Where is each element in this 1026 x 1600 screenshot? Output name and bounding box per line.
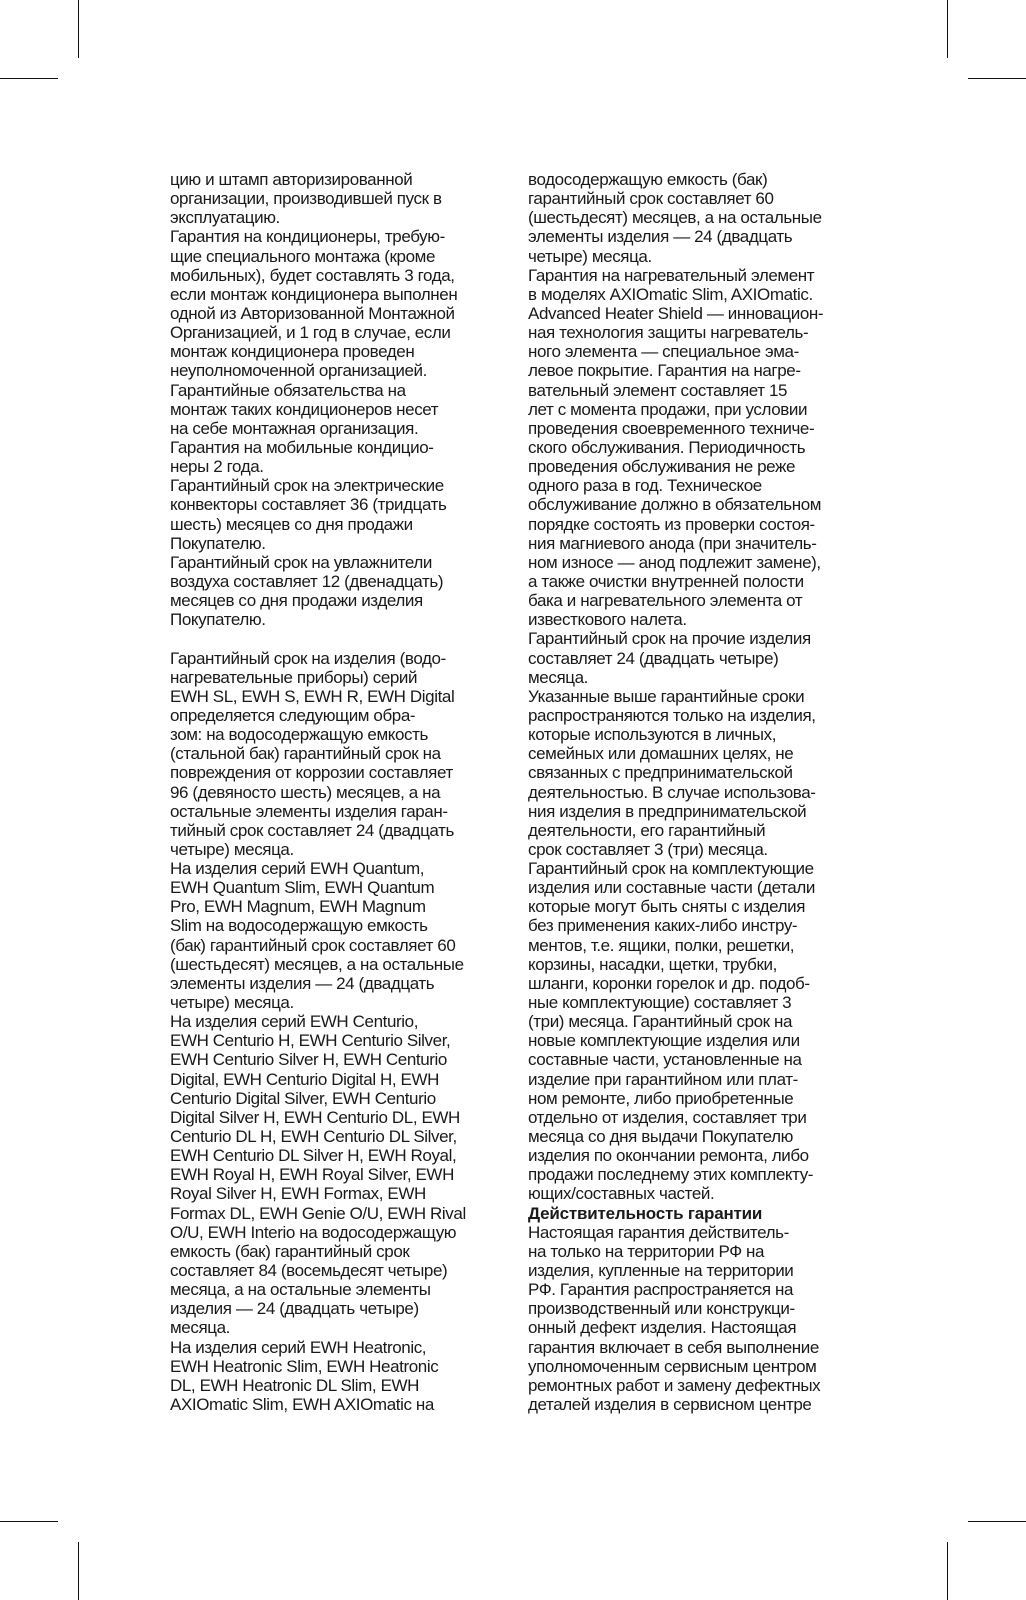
text-line: шланги, коронки горелок и др. подоб- bbox=[528, 973, 810, 993]
text-line: онный дефект изделия. Настоящая bbox=[528, 1318, 797, 1338]
text-line: одной из Авторизованной Монтажной bbox=[170, 303, 455, 323]
left-text-column bbox=[170, 170, 500, 1414]
text-line: (шестьдесят) месяцев, а на остальные bbox=[528, 208, 822, 228]
text-line: ном износе — анод подлежит замене), bbox=[528, 552, 821, 572]
text-line: ского обслуживания. Периодичность bbox=[528, 437, 806, 457]
text-line: Formax DL, EWH Genie O/U, EWH Rival bbox=[170, 1203, 466, 1223]
right-text-column bbox=[528, 170, 858, 1414]
text-line: Pro, EWH Magnum, EWH Magnum bbox=[170, 897, 426, 917]
text-line: Покупателю. bbox=[170, 533, 266, 553]
text-line: проведения своевременного техниче- bbox=[528, 418, 815, 438]
text-line: Гарантия на мобильные кондицио- bbox=[170, 437, 434, 457]
text-line: Royal Silver H, EWH Formax, EWH bbox=[170, 1184, 426, 1204]
text-line: Покупателю. bbox=[170, 610, 266, 630]
text-line: составляет 84 (восемьдесят четыре) bbox=[170, 1261, 448, 1281]
text-line: ремонтных работ и замену дефектных bbox=[528, 1375, 821, 1395]
text-line: четыре) месяца. bbox=[528, 246, 652, 266]
text-line: на себе монтажная организация. bbox=[170, 418, 419, 438]
text-line: (бак) гарантийный срок составляет 60 bbox=[170, 935, 456, 955]
text-line: четыре) месяца. bbox=[170, 993, 294, 1013]
text-line: проведения обслуживания не реже bbox=[528, 457, 796, 477]
text-line: тийный срок составляет 24 (двадцать bbox=[170, 820, 454, 840]
text-line: нагревательные приборы) серий bbox=[170, 667, 418, 687]
text-line: порядке состоять из проверки состоя- bbox=[528, 514, 815, 534]
text-line: гарантия включает в себя выполнение bbox=[528, 1337, 819, 1357]
text-line: месяцев со дня продажи изделия bbox=[170, 591, 423, 611]
text-line: Организацией, и 1 год в случае, если bbox=[170, 323, 451, 343]
text-line: составляет 24 (двадцать четыре) bbox=[528, 648, 779, 668]
text-line: изделия по окончании ремонта, либо bbox=[528, 1146, 809, 1166]
text-line: ментов, т.е. ящики, полки, решетки, bbox=[528, 935, 795, 955]
text-line: семейных или домашних целях, не bbox=[528, 744, 794, 764]
text-line: эксплуатацию. bbox=[170, 208, 280, 228]
text-line: монтаж кондиционера проведен bbox=[170, 342, 415, 362]
text-line: левое покрытие. Гарантия на нагре- bbox=[528, 361, 801, 381]
text-line: новые комплектующие изделия или bbox=[528, 1031, 800, 1051]
text-line: РФ. Гарантия распространяется на bbox=[528, 1280, 794, 1300]
text-line: месяца со дня выдачи Покупателю bbox=[528, 1127, 794, 1147]
text-line: Гарантийные обязательства на bbox=[170, 380, 406, 400]
text-line: монтаж таких кондиционеров несет bbox=[170, 399, 439, 419]
text-line: O/U, EWH Interio на водосодержащую bbox=[170, 1222, 457, 1242]
paragraph-spacer bbox=[170, 629, 500, 648]
text-line: которые используются в личных, bbox=[528, 725, 777, 745]
text-line: Centurio DL H, EWH Centurio DL Silver, bbox=[170, 1127, 457, 1147]
text-line: (стальной бак) гарантийный срок на bbox=[170, 744, 441, 764]
crop-mark-top-left-horizontal bbox=[0, 78, 58, 79]
text-line: распространяются только на изделия, bbox=[528, 705, 816, 725]
text-line: деятельности, его гарантийный bbox=[528, 820, 766, 840]
text-line: если монтаж кондиционера выполнен bbox=[170, 284, 458, 304]
crop-mark-top-left-vertical bbox=[78, 0, 79, 58]
text-line: ные комплектующие) составляет 3 bbox=[528, 993, 792, 1013]
text-line: гарантийный срок составляет 60 bbox=[528, 189, 774, 209]
text-line: AXIOmatic Slim, EWH AXIOmatic на bbox=[170, 1395, 434, 1414]
text-line: одного раза в год. Техническое bbox=[528, 476, 762, 496]
text-line: Centurio Digital Silver, EWH Centurio bbox=[170, 1088, 436, 1108]
crop-mark-top-right-horizontal bbox=[968, 78, 1026, 79]
text-line: шесть) месяцев со дня продажи bbox=[170, 514, 413, 534]
text-line: элементы изделия — 24 (двадцать bbox=[170, 973, 435, 993]
text-line: ного элемента — специальное эма- bbox=[528, 342, 799, 362]
text-line: обслуживание должно в обязательном bbox=[528, 495, 822, 515]
text-line: изделие при гарантийном или плат- bbox=[528, 1069, 798, 1089]
text-line: ния изделия в предпринимательской bbox=[528, 801, 807, 821]
text-line: изделия или составные части (детали bbox=[528, 878, 815, 898]
text-line: вательный элемент составляет 15 bbox=[528, 380, 788, 400]
text-line: EWH Royal H, EWH Royal Silver, EWH bbox=[170, 1165, 454, 1185]
crop-mark-bottom-right-horizontal bbox=[968, 1521, 1026, 1522]
text-line: повреждения от коррозии составляет bbox=[170, 763, 453, 783]
text-line: элементы изделия — 24 (двадцать bbox=[528, 227, 793, 247]
text-line: Гарантия на кондиционеры, требую- bbox=[170, 227, 445, 247]
text-line: организации, производившей пуск в bbox=[170, 189, 442, 209]
text-line: Гарантийный срок на комплектующие bbox=[528, 859, 814, 879]
text-line: мобильных), будет составлять 3 года, bbox=[170, 265, 455, 285]
text-line: связанных с предпринимательской bbox=[528, 763, 793, 783]
text-line: четыре) месяца. bbox=[170, 839, 294, 859]
text-line: воздуха составляет 12 (двенадцать) bbox=[170, 571, 444, 591]
text-line: лет с момента продажи, при условии bbox=[528, 399, 808, 419]
text-line: На изделия серий EWH Heatronic, bbox=[170, 1337, 427, 1357]
text-line: EWH Centurio Silver H, EWH Centurio bbox=[170, 1050, 447, 1070]
text-line: неуполномоченной организацией. bbox=[170, 361, 427, 381]
text-line: остальные элементы изделия гаран- bbox=[170, 801, 448, 821]
text-line: составные части, установленные на bbox=[528, 1050, 802, 1070]
text-line: Указанные выше гарантийные сроки bbox=[528, 686, 805, 706]
text-line: Гарантийный срок на изделия (водо- bbox=[170, 648, 446, 668]
text-line: продажи последнему этих комплекту- bbox=[528, 1165, 814, 1185]
text-line: бака и нагревательного элемента от bbox=[528, 591, 803, 611]
text-line: водосодержащую емкость (бак) bbox=[528, 170, 768, 189]
text-line: производственный или конструкци- bbox=[528, 1299, 795, 1319]
text-line: а также очистки внутренней полости bbox=[528, 571, 804, 591]
text-line: EWH SL, EWH S, EWH R, EWH Digital bbox=[170, 686, 455, 706]
crop-mark-bottom-left-horizontal bbox=[0, 1521, 58, 1522]
text-line: в моделях AXIOmatic Slim, AXIOmatic. bbox=[528, 284, 813, 304]
text-line: Advanced Heater Shield — инновацион- bbox=[528, 303, 824, 323]
text-line: деталей изделия в сервисном центре bbox=[528, 1395, 812, 1414]
text-line: месяца. bbox=[170, 1318, 230, 1338]
text-line: цию и штамп авторизированной bbox=[170, 170, 413, 189]
text-line: щие специального монтажа (кроме bbox=[170, 246, 436, 266]
text-line: ния магниевого анода (при значитель- bbox=[528, 533, 817, 553]
text-line: корзины, насадки, щетки, трубки, bbox=[528, 954, 777, 974]
text-line: DL, EWH Heatronic DL Slim, EWH bbox=[170, 1375, 420, 1395]
text-line: определяется следующим обра- bbox=[170, 705, 416, 725]
text-line: 96 (девяносто шесть) месяцев, а на bbox=[170, 782, 441, 802]
text-line: без применения каких-либо инстру- bbox=[528, 916, 798, 936]
text-line: EWH Centurio DL Silver H, EWH Royal, bbox=[170, 1146, 457, 1166]
crop-mark-bottom-left-vertical bbox=[78, 1542, 79, 1600]
text-line: срок составляет 3 (три) месяца. bbox=[528, 839, 768, 859]
text-line: деятельностью. В случае использова- bbox=[528, 782, 816, 802]
text-line: Настоящая гарантия действитель- bbox=[528, 1222, 789, 1242]
text-line: изделия — 24 (двадцать четыре) bbox=[170, 1299, 419, 1319]
text-line: На изделия серий EWH Quantum, bbox=[170, 859, 425, 879]
text-line: EWH Centurio H, EWH Centurio Silver, bbox=[170, 1031, 451, 1051]
text-line: Гарантийный срок на прочие изделия bbox=[528, 629, 811, 649]
text-line: изделия, купленные на территории bbox=[528, 1261, 794, 1281]
text-line: ном ремонте, либо приобретенные bbox=[528, 1088, 794, 1108]
right-column-body-part2 bbox=[528, 1223, 858, 1414]
text-line: неры 2 года. bbox=[170, 457, 264, 477]
text-line: (три) месяца. Гарантийный срок на bbox=[528, 1012, 793, 1032]
text-line: отдельно от изделия, составляет три bbox=[528, 1107, 807, 1127]
text-line: уполномоченным сервисным центром bbox=[528, 1356, 817, 1376]
right-column-body-part1 bbox=[528, 170, 858, 1204]
text-line: известкового налета. bbox=[528, 610, 687, 630]
text-line: зом: на водосодержащую емкость bbox=[170, 725, 428, 745]
crop-mark-bottom-right-vertical bbox=[947, 1542, 948, 1600]
text-line: На изделия серий EWH Centurio, bbox=[170, 1012, 419, 1032]
text-line: Гарантийный срок на электрические bbox=[170, 476, 444, 496]
section-heading: Действительность гарантии bbox=[528, 1203, 763, 1223]
text-line: EWH Quantum Slim, EWH Quantum bbox=[170, 878, 435, 898]
text-line: Гарантия на нагревательный элемент bbox=[528, 265, 815, 285]
text-line: месяца. bbox=[528, 667, 588, 687]
text-line: месяца, а на остальные элементы bbox=[170, 1280, 431, 1300]
text-line: конвекторы составляет 36 (тридцать bbox=[170, 495, 447, 515]
crop-mark-top-right-vertical bbox=[947, 0, 948, 58]
text-line: Slim на водосодержащую емкость bbox=[170, 916, 428, 936]
text-line: (шестьдесят) месяцев, а на остальные bbox=[170, 954, 464, 974]
text-line: Digital Silver H, EWH Centurio DL, EWH bbox=[170, 1107, 460, 1127]
text-line: которые могут быть сняты с изделия bbox=[528, 897, 806, 917]
text-line: Гарантийный срок на увлажнители bbox=[170, 552, 433, 572]
text-line: ющих/составных частей. bbox=[528, 1184, 715, 1204]
text-line: емкость (бак) гарантийный срок bbox=[170, 1241, 410, 1261]
text-line: EWH Heatronic Slim, EWH Heatronic bbox=[170, 1356, 439, 1376]
text-line: на только на территории РФ на bbox=[528, 1241, 765, 1261]
text-line: Digital, EWH Centurio Digital H, EWH bbox=[170, 1069, 439, 1089]
text-line: ная технология защиты нагреватель- bbox=[528, 323, 809, 343]
